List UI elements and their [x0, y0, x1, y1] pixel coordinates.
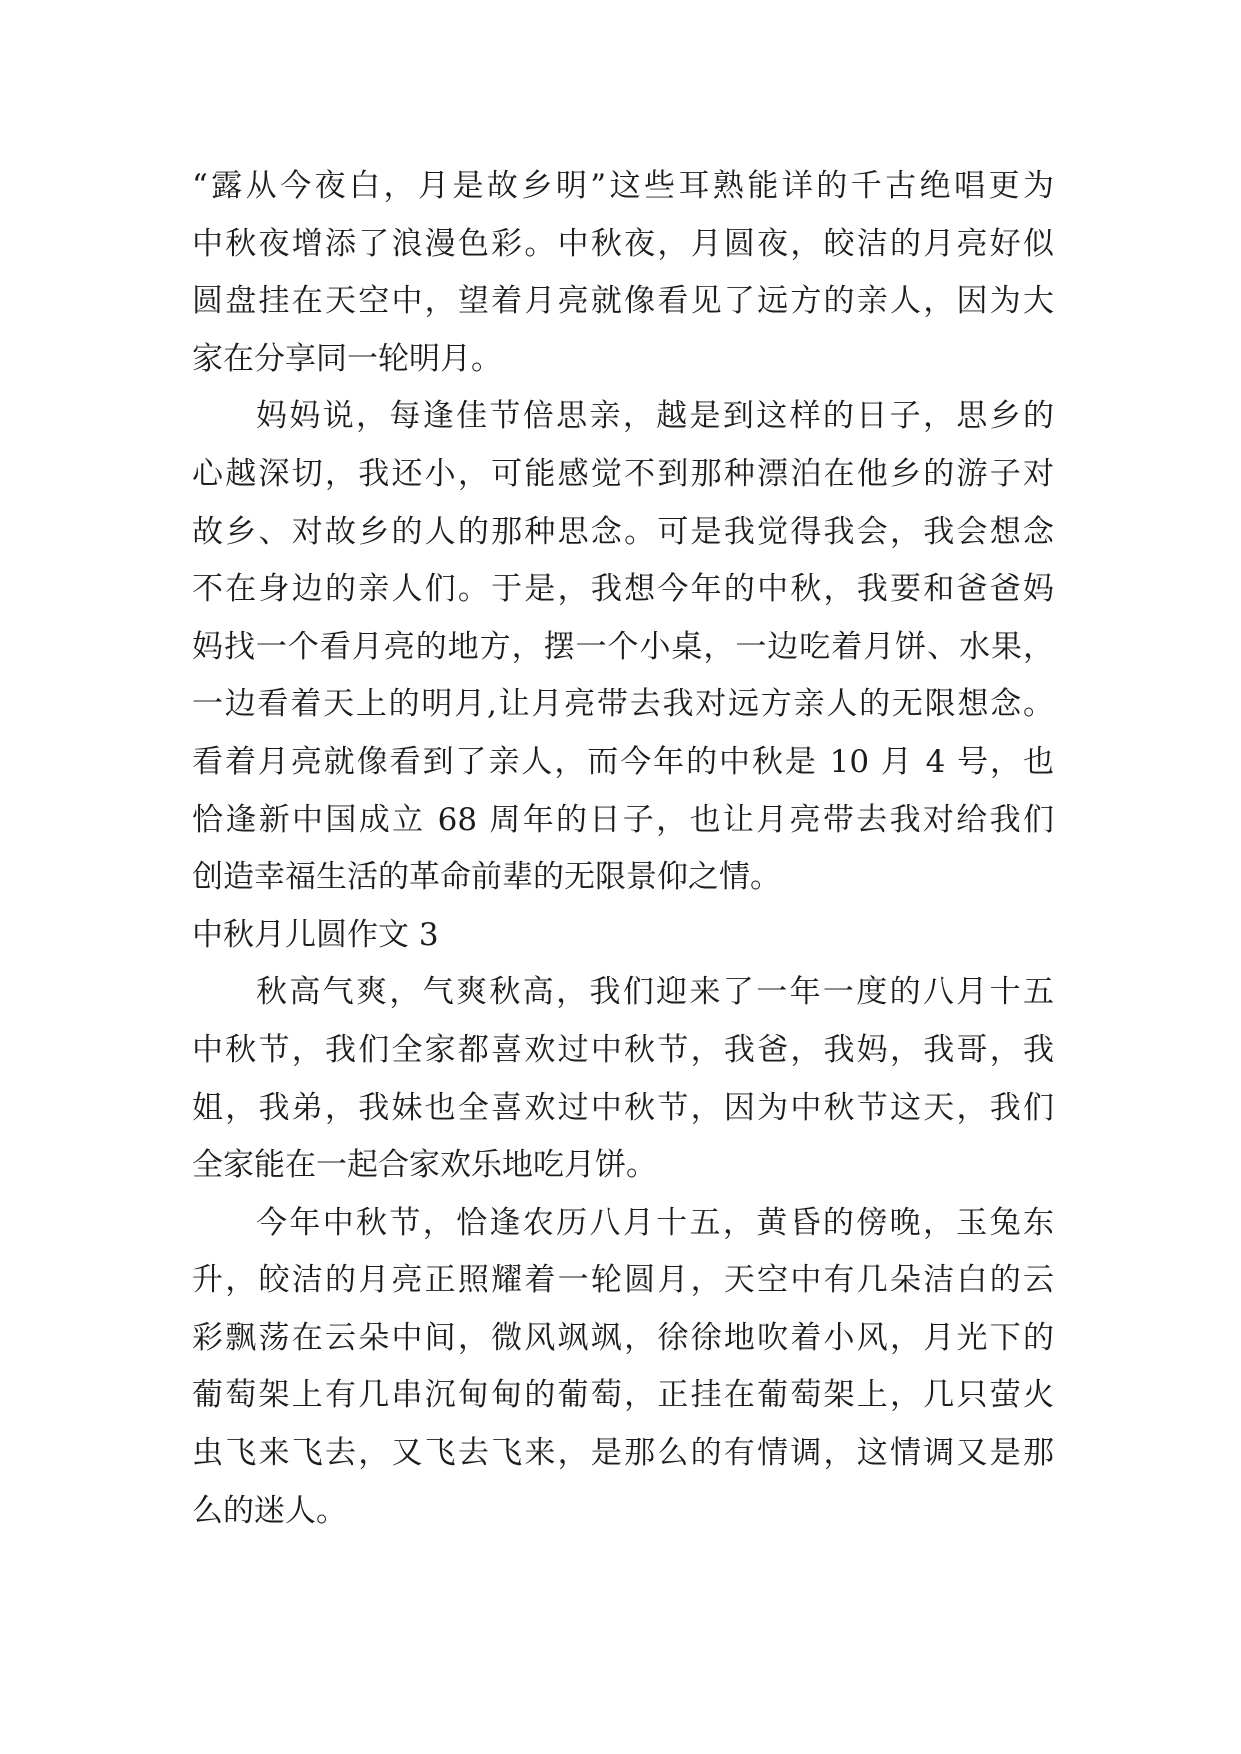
text-line: 不在身边的亲人们。于是，我想今年的中秋，我要和爸爸妈	[192, 571, 1054, 608]
text-line: 升，皎洁的月亮正照耀着一轮圆月，天空中有几朵洁白的云	[192, 1262, 1054, 1299]
text-line: 圆盘挂在天空中，望着月亮就像看见了远方的亲人，因为大	[192, 283, 1054, 320]
text-line: 秋高气爽，气爽秋高，我们迎来了一年一度的八月十五	[256, 974, 1054, 1011]
text-line: 一边看着天上的明月,让月亮带去我对远方亲人的无限想念。	[192, 686, 1054, 723]
text-line: 中秋节，我们全家都喜欢过中秋节，我爸，我妈，我哥，我	[192, 1031, 1054, 1068]
text-line: 创造幸福生活的革命前辈的无限景仰之情。	[192, 859, 781, 896]
text-line: 妈妈说，每逢佳节倍思亲，越是到这样的日子，思乡的	[256, 398, 1054, 435]
paragraph	[192, 1195, 1054, 1541]
text-line: 么的迷人。	[192, 1492, 347, 1529]
text-line: 姐，我弟，我妹也全喜欢过中秋节，因为中秋节这天，我们	[192, 1089, 1054, 1126]
section-heading: 中秋月儿圆作文 3	[192, 916, 439, 953]
text-line: 虫飞来飞去，又飞去飞来，是那么的有情调，这情调又是那	[192, 1435, 1054, 1472]
paragraph	[192, 388, 1054, 906]
text-line: 看着月亮就像看到了亲人，而今年的中秋是 10 月 4 号，也	[192, 743, 1054, 780]
text-line: 妈找一个看月亮的地方，摆一个小桌，一边吃着月饼、水果，	[192, 628, 1054, 665]
text-line: 今年中秋节，恰逢农历八月十五，黄昏的傍晚，玉兔东	[256, 1204, 1054, 1241]
text-line: 中秋夜增添了浪漫色彩。中秋夜，月圆夜，皎洁的月亮好似	[192, 225, 1054, 262]
text-line: 全家能在一起合家欢乐地吃月饼。	[192, 1147, 657, 1184]
text-line: 彩飘荡在云朵中间，微风飒飒，徐徐地吹着小风，月光下的	[192, 1319, 1054, 1356]
text-line: 家在分享同一轮明月。	[192, 340, 502, 377]
text-line: 心越深切，我还小，可能感觉不到那种漂泊在他乡的游子对	[192, 455, 1054, 492]
text-line: 恰逢新中国成立 68 周年的日子，也让月亮带去我对给我们	[192, 801, 1054, 838]
text-line: 葡萄架上有几串沉甸甸的葡萄，正挂在葡萄架上，几只萤火	[192, 1377, 1054, 1414]
paragraph	[192, 964, 1054, 1194]
document-body	[192, 158, 1054, 1540]
text-line: 故乡、对故乡的人的那种思念。可是我觉得我会，我会想念	[192, 513, 1054, 550]
text-line: “露从今夜白，月是故乡明”这些耳熟能详的千古绝唱更为	[192, 168, 1054, 204]
paragraph	[192, 158, 1054, 388]
